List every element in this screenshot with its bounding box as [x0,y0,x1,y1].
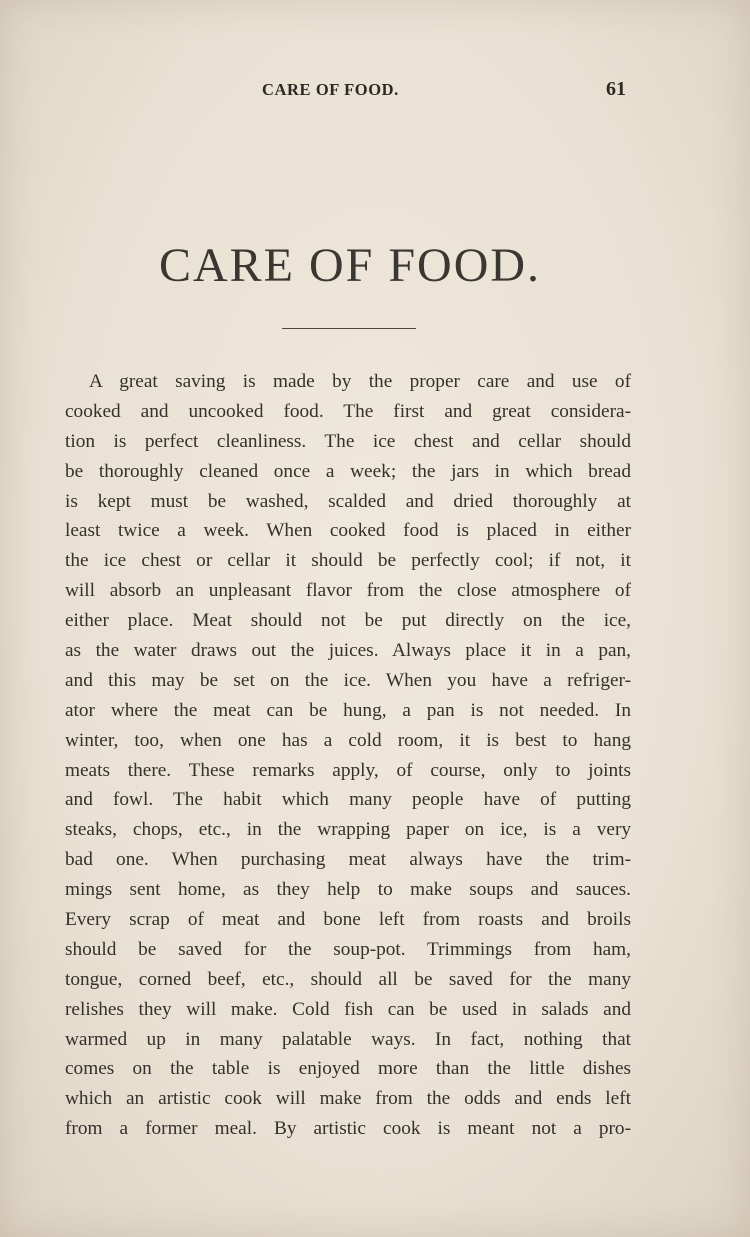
text-line: A great saving is made by the proper care and use of [89,371,631,392]
text-line: either place. Meat should not be put directly on the ice, [65,610,631,632]
text-line: ator where the meat can be hung, a pan is not needed. In [65,699,631,721]
text-line: should be saved for the soup-pot. Trimmings from ham, [65,938,631,960]
text-line: as the water draws out the juices. Always place it in a pan, [65,640,631,662]
text-line: is kept must be washed, scalded and dried thoroughly at [65,490,631,512]
text-line: least twice a week. When cooked food is placed in either [65,520,631,542]
text-line: bad one. When purchasing meat always have the trim- [65,849,631,871]
text-line: and fowl. The habit which many people have of putting [65,789,631,811]
text-line: steaks, chops, etc., in the wrapping paper on ice, is a very [65,819,631,841]
text-line: the ice chest or cellar it should be perfectly cool; if not, it [65,550,631,572]
title-divider [282,328,416,329]
text-line: be thoroughly cleaned once a week; the jars in which bread [65,460,631,482]
text-line: meats there. These remarks apply, of course, only to joints [65,759,631,781]
running-head [0,80,750,106]
chapter-title: CARE OF FOOD. [158,239,542,292]
text-line: warmed up in many palatable ways. In fact, nothing that [65,1028,631,1050]
page-number: 61 [606,78,626,100]
text-line: tion is perfect cleanliness. The ice chest and cellar should [65,430,631,452]
text-line: cooked and uncooked food. The first and great considera- [65,400,631,422]
text-line: mings sent home, as they help to make soups and sauces. [65,879,631,901]
body-text [65,367,631,1144]
text-line: Every scrap of meat and bone left from roasts and broils [65,909,631,931]
text-line: from a former meal. By artistic cook is meant not a pro- [65,1118,631,1140]
text-line: will absorb an unpleasant flavor from the close atmosphere of [65,580,631,602]
text-line: winter, too, when one has a cold room, it is best to hang [65,729,631,751]
text-line: which an artistic cook will make from the odds and ends left [65,1088,631,1110]
text-line: tongue, corned beef, etc., should all be saved for the many [65,968,631,990]
text-line: comes on the table is enjoyed more than the little dishes [65,1058,631,1080]
text-line: and this may be set on the ice. When you have a refriger- [65,669,631,691]
text-line: relishes they will make. Cold fish can be used in salads and [65,998,631,1020]
running-head-title: CARE OF FOOD. [262,80,399,99]
